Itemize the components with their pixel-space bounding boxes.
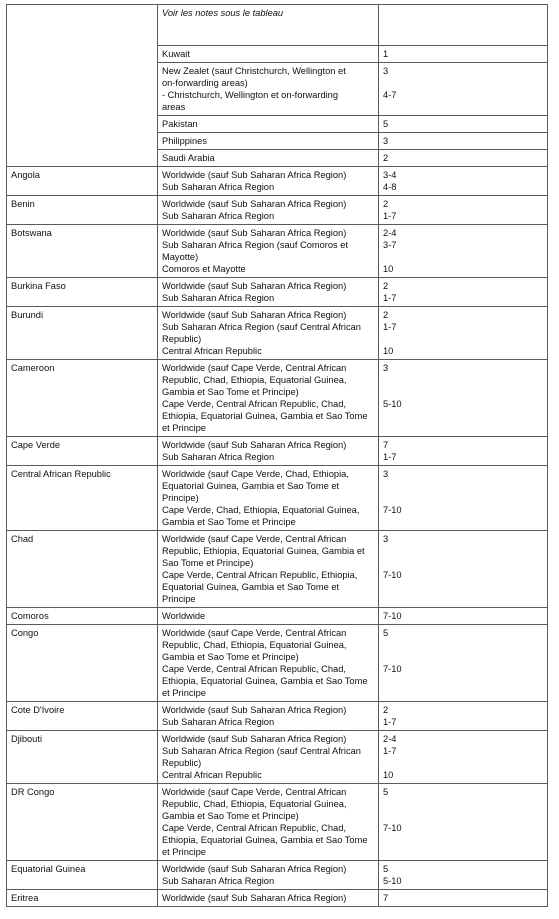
value-line: 5-10 (383, 399, 402, 409)
destination-line: Worldwide (sauf Sub Saharan Africa Region) (162, 440, 347, 450)
destination-line: Cape Verde, Central African Republic, Chad, (162, 399, 346, 409)
country-cell (7, 437, 158, 466)
value-line: 3 (383, 136, 389, 146)
value-line (383, 333, 543, 345)
value-line: 1-7 (383, 717, 397, 727)
destination-cell (158, 784, 379, 861)
table-row (7, 437, 548, 466)
destination-line: Gambia et Sao Tome et Principe (162, 517, 296, 527)
country-cell (7, 196, 158, 225)
value-cell (379, 702, 548, 731)
country-cell (7, 531, 158, 608)
value-line (383, 516, 543, 528)
value-cell (379, 531, 548, 608)
value-line (383, 846, 543, 858)
destination-line: New Zealet (sauf Christchurch, Wellington et (162, 66, 346, 76)
value-line (383, 422, 543, 434)
destination-line: - Christchurch, Wellington et on-forwarding (162, 90, 339, 100)
country-cell (7, 167, 158, 196)
value-line: 2 (383, 153, 389, 163)
value-cell (379, 466, 548, 531)
table-row (7, 861, 548, 890)
destination-cell (158, 890, 379, 907)
table-row (7, 225, 548, 278)
value-cell (379, 608, 548, 625)
value-line: 1-7 (383, 452, 397, 462)
value-line: 7-10 (383, 823, 402, 833)
value-line: 2-4 (383, 734, 397, 744)
country-name: Botswana (11, 228, 52, 238)
destination-line: Sao Tome et Principe) (162, 558, 254, 568)
value-line: 1-7 (383, 211, 397, 221)
value-line (383, 77, 543, 89)
destination-line: Kuwait (162, 49, 190, 59)
value-line: 2 (383, 281, 389, 291)
country-name: DR Congo (11, 787, 55, 797)
country-cell (7, 225, 158, 278)
value-line: 5-10 (383, 876, 402, 886)
destination-cell (158, 46, 379, 63)
value-line (383, 834, 543, 846)
country-name: Djibouti (11, 734, 43, 744)
country-name: Central African Republic (11, 469, 111, 479)
destination-line: Worldwide (sauf Cape Verde, Central African (162, 363, 347, 373)
value-line (383, 593, 543, 605)
destination-line: Worldwide (sauf Sub Saharan Africa Region) (162, 199, 347, 209)
destination-cell (158, 307, 379, 360)
destination-cell (158, 608, 379, 625)
country-cell (7, 784, 158, 861)
table-row (7, 5, 548, 46)
country-cell (7, 625, 158, 702)
destination-line: Ethiopia, Equatorial Guinea, Gambia et Sao Tome (162, 835, 368, 845)
value-line: 1-7 (383, 293, 397, 303)
destination-cell (158, 278, 379, 307)
destination-cell (158, 437, 379, 466)
value-line: 3-4 (383, 170, 397, 180)
value-line: 1-7 (383, 746, 397, 756)
value-line: 10 (383, 346, 394, 356)
country-name: Cameroon (11, 363, 55, 373)
value-cell (379, 225, 548, 278)
country-name: Cape Verde (11, 440, 61, 450)
value-line: 3 (383, 469, 389, 479)
destination-line: Central African Republic (162, 346, 262, 356)
value-line: 3-7 (383, 240, 397, 250)
value-cell (379, 861, 548, 890)
table-row (7, 167, 548, 196)
destination-line: Worldwide (sauf Sub Saharan Africa Region) (162, 281, 347, 291)
destination-line: Cape Verde, Central African Republic, Ethiopia, (162, 570, 358, 580)
destination-cell (158, 360, 379, 437)
destination-line: Sub Saharan Africa Region (162, 182, 275, 192)
destination-line: Republic, Chad, Ethiopia, Equatorial Guinea, (162, 640, 347, 650)
country-cell (7, 890, 158, 907)
destination-line: Worldwide (sauf Sub Saharan Africa Region) (162, 228, 347, 238)
destination-line: Gambia et Sao Tome et Principe) (162, 811, 299, 821)
value-line: 7 (383, 893, 389, 903)
destination-line: Worldwide (sauf Sub Saharan Africa Region) (162, 893, 347, 903)
value-line: 7-10 (383, 570, 402, 580)
destination-line: areas (162, 102, 186, 112)
destination-line: Worldwide (sauf Cape Verde, Central African (162, 628, 347, 638)
value-line: 5 (383, 787, 389, 797)
destination-line: Worldwide (sauf Cape Verde, Central African (162, 534, 347, 544)
destination-line: Central African Republic (162, 770, 262, 780)
destination-cell (158, 531, 379, 608)
value-line (383, 687, 543, 699)
destination-line: Worldwide (162, 611, 206, 621)
country-name: Comoros (11, 611, 49, 621)
table-row (7, 360, 548, 437)
value-cell (379, 784, 548, 861)
value-line: 10 (383, 770, 394, 780)
destination-line: et Principe (162, 688, 206, 698)
value-line (383, 251, 543, 263)
destination-line: Worldwide (sauf Cape Verde, Chad, Ethiopia, (162, 469, 349, 479)
value-line: 1-7 (383, 322, 397, 332)
table-row (7, 625, 548, 702)
destination-line: Sub Saharan Africa Region (sauf Central African (162, 746, 361, 756)
destination-cell (158, 133, 379, 150)
destination-cell (158, 861, 379, 890)
value-cell (379, 46, 548, 63)
table-note: Voir les notes sous le tableau (162, 8, 284, 18)
destination-cell (158, 625, 379, 702)
value-cell (379, 625, 548, 702)
country-name: Cote D'Ivoire (11, 705, 65, 715)
table-body (7, 5, 548, 907)
value-line (383, 651, 543, 663)
value-line (383, 386, 543, 398)
country-cell (7, 702, 158, 731)
destination-line: Worldwide (sauf Sub Saharan Africa Region) (162, 170, 347, 180)
value-line: 7-10 (383, 505, 402, 515)
destination-line: Comoros et Mayotte (162, 264, 246, 274)
destination-cell (158, 167, 379, 196)
destination-line: Saudi Arabia (162, 153, 215, 163)
value-line: 3 (383, 363, 389, 373)
value-line: 1 (383, 49, 389, 59)
country-name: Equatorial Guinea (11, 864, 86, 874)
value-line (383, 757, 543, 769)
value-line (383, 557, 543, 569)
destination-line: Principe (162, 594, 196, 604)
table-row (7, 890, 548, 907)
table-row (7, 278, 548, 307)
value-line: 5 (383, 119, 389, 129)
destination-line: Equatorial Guinea, Gambia et Sao Tome et (162, 481, 340, 491)
destination-line: Mayotte) (162, 252, 199, 262)
value-line: 3 (383, 534, 389, 544)
destination-cell (158, 731, 379, 784)
destination-line: Ethiopia, Equatorial Guinea, Gambia et Sao Tome (162, 411, 368, 421)
table-row (7, 466, 548, 531)
destination-cell (158, 63, 379, 116)
destination-line: Sub Saharan Africa Region (sauf Central African (162, 322, 361, 332)
destination-cell (158, 466, 379, 531)
destination-line: Sub Saharan Africa Region (162, 717, 275, 727)
value-cell (379, 196, 548, 225)
destination-line: Sub Saharan Africa Region (162, 452, 275, 462)
table-row (7, 196, 548, 225)
table-row (7, 608, 548, 625)
value-line: 3 (383, 66, 389, 76)
destination-line: Worldwide (sauf Cape Verde, Central African (162, 787, 347, 797)
value-line: 2 (383, 705, 389, 715)
destination-line: Worldwide (sauf Sub Saharan Africa Region) (162, 734, 347, 744)
value-line (383, 492, 543, 504)
table-row (7, 784, 548, 861)
destination-line: Philippines (162, 136, 207, 146)
value-line: 4-8 (383, 182, 397, 192)
destination-line: Cape Verde, Central African Republic, Chad, (162, 664, 346, 674)
value-cell (379, 167, 548, 196)
destination-cell (158, 196, 379, 225)
value-cell (379, 307, 548, 360)
value-line: 7 (383, 440, 389, 450)
country-name: Angola (11, 170, 40, 180)
value-line: 2-4 (383, 228, 397, 238)
destination-line: Pakistan (162, 119, 198, 129)
value-line (383, 810, 543, 822)
value-line: 4-7 (383, 90, 397, 100)
value-line: 2 (383, 199, 389, 209)
value-cell (379, 150, 548, 167)
country-name: Benin (11, 199, 35, 209)
destination-line: on-forwarding areas) (162, 78, 248, 88)
destination-cell (158, 702, 379, 731)
value-line (383, 545, 543, 557)
destination-cell (158, 150, 379, 167)
value-line (383, 675, 543, 687)
destination-line: Republic) (162, 758, 202, 768)
value-cell (379, 731, 548, 784)
table-row (7, 731, 548, 784)
value-cell (379, 890, 548, 907)
country-cell (7, 731, 158, 784)
value-line: 7-10 (383, 664, 402, 674)
value-line (383, 101, 543, 113)
destination-line: Cape Verde, Chad, Ethiopia, Equatorial Guinea, (162, 505, 360, 515)
country-cell (7, 278, 158, 307)
value-line: 10 (383, 264, 394, 274)
value-line (383, 581, 543, 593)
destination-line: Sub Saharan Africa Region (162, 876, 275, 886)
country-cell (7, 466, 158, 531)
value-line: 5 (383, 864, 389, 874)
table-row (7, 702, 548, 731)
country-cell (7, 861, 158, 890)
country-name: Congo (11, 628, 39, 638)
country-name: Eritrea (11, 893, 39, 903)
destination-line: Gambia et Sao Tome et Principe) (162, 652, 299, 662)
destination-line: Sub Saharan Africa Region (sauf Comoros et (162, 240, 349, 250)
country-cell (7, 307, 158, 360)
country-name: Burkina Faso (11, 281, 66, 291)
destination-line: Worldwide (sauf Sub Saharan Africa Region) (162, 864, 347, 874)
destination-line: Sub Saharan Africa Region (162, 211, 275, 221)
value-line (383, 374, 543, 386)
value-line: 7-10 (383, 611, 402, 621)
country-cell (7, 608, 158, 625)
value-cell (379, 437, 548, 466)
destination-line: Equatorial Guinea, Gambia et Sao Tome et (162, 582, 340, 592)
value-line (383, 639, 543, 651)
table-row (7, 307, 548, 360)
destination-line: Republic, Chad, Ethiopia, Equatorial Guinea, (162, 799, 347, 809)
destination-line: Worldwide (sauf Sub Saharan Africa Region) (162, 310, 347, 320)
destination-line: et Principe (162, 847, 206, 857)
destination-line: Republic) (162, 334, 202, 344)
destination-line: Ethiopia, Equatorial Guinea, Gambia et Sao Tome (162, 676, 368, 686)
delivery-times-table (6, 4, 548, 907)
note-cell (158, 5, 379, 46)
value-cell (379, 5, 548, 46)
country-cell (7, 360, 158, 437)
destination-line: et Principe (162, 423, 206, 433)
value-line (383, 798, 543, 810)
destination-line: Gambia et Sao Tome et Principe) (162, 387, 299, 397)
destination-cell (158, 225, 379, 278)
destination-line: Cape Verde, Central African Republic, Chad, (162, 823, 346, 833)
country-name: Chad (11, 534, 34, 544)
value-cell (379, 278, 548, 307)
value-line: 2 (383, 310, 389, 320)
destination-line: Sub Saharan Africa Region (162, 293, 275, 303)
value-cell (379, 116, 548, 133)
destination-line: Principe) (162, 493, 199, 503)
country-name: Burundi (11, 310, 44, 320)
table-row (7, 531, 548, 608)
destination-line: Worldwide (sauf Sub Saharan Africa Region) (162, 705, 347, 715)
value-line (383, 410, 543, 422)
value-cell (379, 63, 548, 116)
country-cell (7, 5, 158, 167)
destination-cell (158, 116, 379, 133)
destination-line: Republic, Chad, Ethiopia, Equatorial Guinea, (162, 375, 347, 385)
value-cell (379, 360, 548, 437)
value-line: 5 (383, 628, 389, 638)
value-line (383, 480, 543, 492)
destination-line: Republic, Ethiopia, Equatorial Guinea, Gambia et (162, 546, 365, 556)
value-cell (379, 133, 548, 150)
